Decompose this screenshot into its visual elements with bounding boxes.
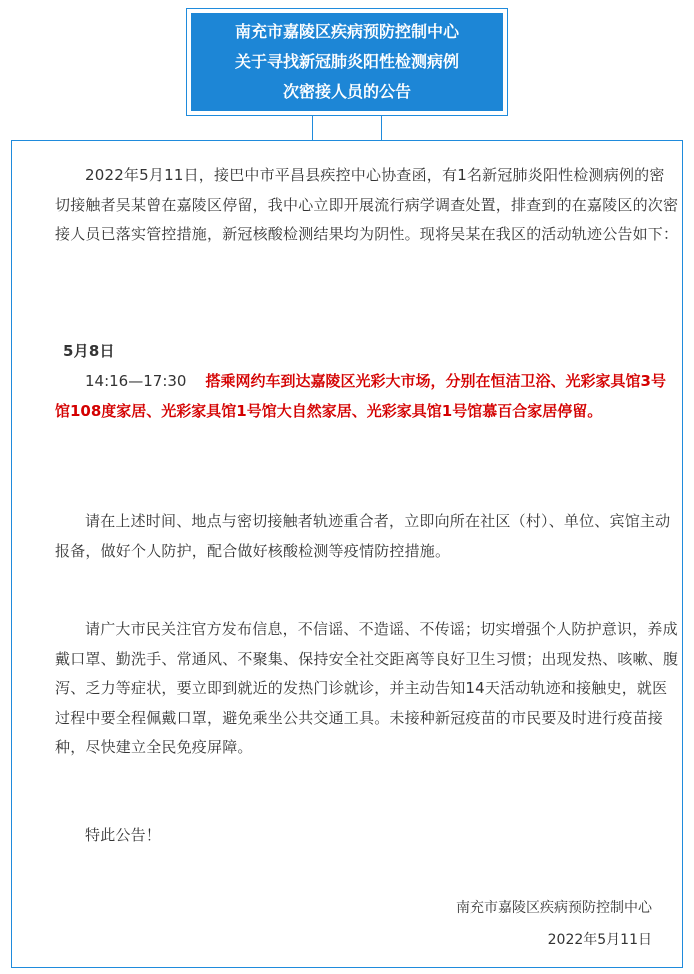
trajectory-paragraph — [55, 367, 679, 426]
title-line-2: 关于寻找新冠肺炎阳性检测病例 — [234, 52, 459, 71]
connector-right — [381, 116, 382, 140]
closing-text: 特此公告！ — [85, 826, 162, 844]
notice-title — [191, 13, 503, 111]
title-line-1: 南充市嘉陵区疾病预防控制中心 — [234, 22, 459, 41]
signature-org: 南充市嘉陵区疾病预防控制中心 — [456, 900, 652, 916]
title-frame — [186, 8, 508, 116]
title-line-3: 次密接人员的公告 — [282, 82, 411, 101]
public-advice-paragraph: 请广大市民关注官方发布信息，不信谣、不造谣、不传谣；切实增强个人防护意识，养成戴口罩、勤洗手、常通风、不聚集、保持安全社交距离等良好卫生习惯；出现发热、咳嗽、腹泻、乏力等症状，要立即到就近的发热门诊就诊，并主动告知14天活动轨迹和接触史，就医过程中要全程佩戴口罩，避免乘坐公共交通工具。未接种新冠疫苗的市民要及时进行疫苗接种，尽快建立全民免疫屏障。 — [55, 620, 679, 756]
trajectory-text: 搭乘网约车到达嘉陵区光彩大市场，分别在恒洁卫浴、光彩家具馆3号馆108度家居、光彩家具馆1号馆大自然家居、光彩家具馆1号馆慕百合家居停留。 — [55, 372, 666, 420]
report-notice-paragraph: 请在上述时间、地点与密切接触者轨迹重合者，立即向所在社区（村）、单位、宾馆主动报备，做好个人防护，配合做好核酸检测等疫情防控措施。 — [55, 512, 671, 560]
intro-paragraph: 2022年5月11日，接巴中市平昌县疾控中心协查函，有1名新冠肺炎阳性检测病例的密切接触者吴某曾在嘉陵区停留，我中心立即开展流行病学调查处置，排查到的在嘉陵区的次密接人员已落实管控措施，新冠核酸检测结果均为阴性。现将吴某在我区的活动轨迹公告如下： — [55, 166, 679, 243]
content-frame — [11, 140, 683, 968]
signature-date: 2022年5月11日 — [547, 932, 652, 948]
time-range: 14:16—17:30 — [85, 372, 187, 390]
date-heading: 5月8日 — [63, 342, 115, 360]
connector-left — [312, 116, 313, 140]
